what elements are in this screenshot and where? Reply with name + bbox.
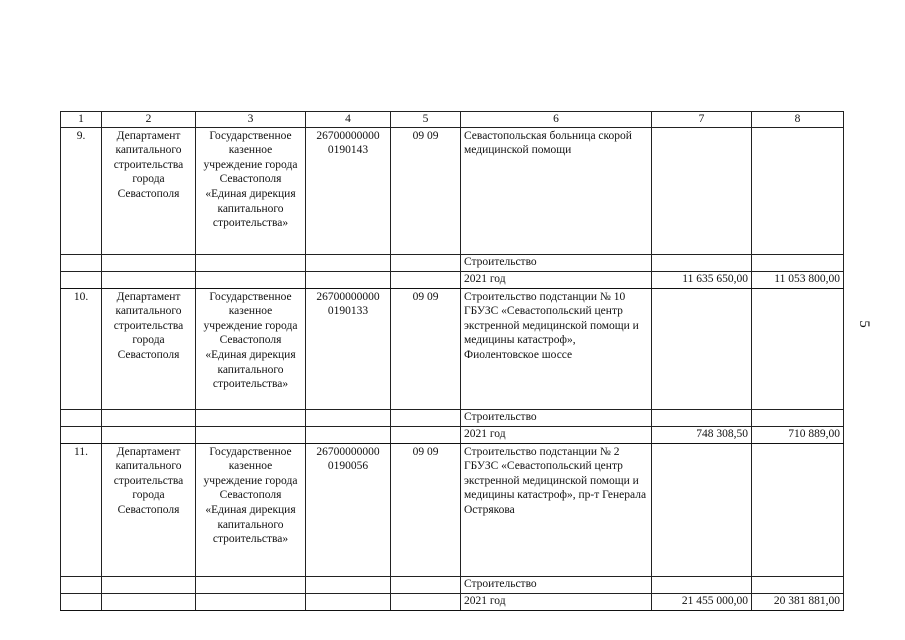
- object-name-cell: Строительство подстанции № 10 ГБУЗС «Севастопольский центр экстренной медицинской помощи и медицины катастроф», Фиолентовское шоссе: [461, 288, 652, 409]
- empty-cell: [652, 288, 752, 409]
- empty-cell: [306, 593, 391, 610]
- department-cell: Департамент капитального строительства города Севастополя: [102, 288, 196, 409]
- table-row: [61, 288, 844, 409]
- work-type-cell: Строительство: [461, 409, 652, 426]
- column-header: 2: [102, 112, 196, 128]
- empty-cell: [752, 409, 844, 426]
- section-code-cell: 09 09: [391, 127, 461, 254]
- empty-cell: [306, 271, 391, 288]
- column-header-row: [61, 112, 844, 128]
- column-header: 3: [196, 112, 306, 128]
- department-cell: Департамент капитального строительства города Севастополя: [102, 443, 196, 576]
- institution-cell: Государственное казенное учреждение города Севастополя «Единая дирекция капитального строительства»: [196, 288, 306, 409]
- empty-cell: [196, 593, 306, 610]
- empty-cell: [391, 576, 461, 593]
- empty-cell: [196, 254, 306, 271]
- object-name-cell: Севастопольская больница скорой медицинской помощи: [461, 127, 652, 254]
- column-header: 8: [752, 112, 844, 128]
- empty-cell: [391, 254, 461, 271]
- empty-cell: [102, 576, 196, 593]
- budget-code-part: 0190133: [327, 305, 369, 318]
- row-number: 9.: [61, 127, 102, 254]
- empty-cell: [102, 593, 196, 610]
- empty-cell: [196, 409, 306, 426]
- amount-cell: 20 381 881,00: [752, 593, 844, 610]
- institution-cell: Государственное казенное учреждение города Севастополя «Единая дирекция капитального строительства»: [196, 127, 306, 254]
- column-header: 1: [61, 112, 102, 128]
- empty-cell: [752, 254, 844, 271]
- empty-cell: [652, 409, 752, 426]
- budget-code-part: 0190056: [327, 460, 369, 473]
- page-number: 5: [856, 320, 872, 328]
- empty-cell: [391, 409, 461, 426]
- year-cell: 2021 год: [461, 426, 652, 443]
- empty-cell: [61, 576, 102, 593]
- year-cell: 2021 год: [461, 593, 652, 610]
- empty-cell: [61, 426, 102, 443]
- table-subrow: [61, 409, 844, 426]
- budget-table: [60, 111, 844, 611]
- year-cell: 2021 год: [461, 271, 652, 288]
- empty-cell: [61, 271, 102, 288]
- empty-cell: [391, 593, 461, 610]
- table-row: [61, 443, 844, 576]
- amount-cell: 710 889,00: [752, 426, 844, 443]
- empty-cell: [61, 593, 102, 610]
- row-number: 10.: [61, 288, 102, 409]
- empty-cell: [306, 426, 391, 443]
- amount-cell: 21 455 000,00: [652, 593, 752, 610]
- budget-code-cell: [306, 443, 391, 576]
- budget-code-cell: [306, 288, 391, 409]
- empty-cell: [196, 576, 306, 593]
- department-cell: Департамент капитального строительства города Севастополя: [102, 127, 196, 254]
- amount-cell: 11 053 800,00: [752, 271, 844, 288]
- empty-cell: [61, 409, 102, 426]
- empty-cell: [652, 127, 752, 254]
- empty-cell: [652, 254, 752, 271]
- object-name-cell: Строительство подстанции № 2 ГБУЗС «Севастопольский центр экстренной медицинской помощи и медицины катастроф», пр-т Генерала Острякова: [461, 443, 652, 576]
- empty-cell: [391, 271, 461, 288]
- budget-code-part: 26700000000: [316, 445, 380, 458]
- table-row: [61, 127, 844, 254]
- table-subrow: [61, 426, 844, 443]
- budget-code-part: 26700000000: [316, 290, 380, 303]
- empty-cell: [652, 576, 752, 593]
- work-type-cell: Строительство: [461, 576, 652, 593]
- empty-cell: [102, 426, 196, 443]
- budget-code-part: 0190143: [327, 144, 369, 157]
- column-header: 5: [391, 112, 461, 128]
- institution-cell: Государственное казенное учреждение города Севастополя «Единая дирекция капитального строительства»: [196, 443, 306, 576]
- empty-cell: [196, 271, 306, 288]
- table-subrow: [61, 593, 844, 610]
- column-header: 7: [652, 112, 752, 128]
- section-code-cell: 09 09: [391, 443, 461, 576]
- empty-cell: [752, 576, 844, 593]
- budget-code-cell: [306, 127, 391, 254]
- work-type-cell: Строительство: [461, 254, 652, 271]
- amount-cell: 748 308,50: [652, 426, 752, 443]
- table-subrow: [61, 254, 844, 271]
- empty-cell: [752, 127, 844, 254]
- row-number: 11.: [61, 443, 102, 576]
- empty-cell: [306, 254, 391, 271]
- empty-cell: [752, 288, 844, 409]
- empty-cell: [61, 254, 102, 271]
- column-header: 4: [306, 112, 391, 128]
- empty-cell: [391, 426, 461, 443]
- empty-cell: [306, 576, 391, 593]
- empty-cell: [752, 443, 844, 576]
- empty-cell: [102, 271, 196, 288]
- table-subrow: [61, 576, 844, 593]
- empty-cell: [102, 254, 196, 271]
- amount-cell: 11 635 650,00: [652, 271, 752, 288]
- table-subrow: [61, 271, 844, 288]
- empty-cell: [652, 443, 752, 576]
- column-header: 6: [461, 112, 652, 128]
- budget-code-part: 26700000000: [316, 129, 380, 142]
- empty-cell: [306, 409, 391, 426]
- empty-cell: [196, 426, 306, 443]
- empty-cell: [102, 409, 196, 426]
- section-code-cell: 09 09: [391, 288, 461, 409]
